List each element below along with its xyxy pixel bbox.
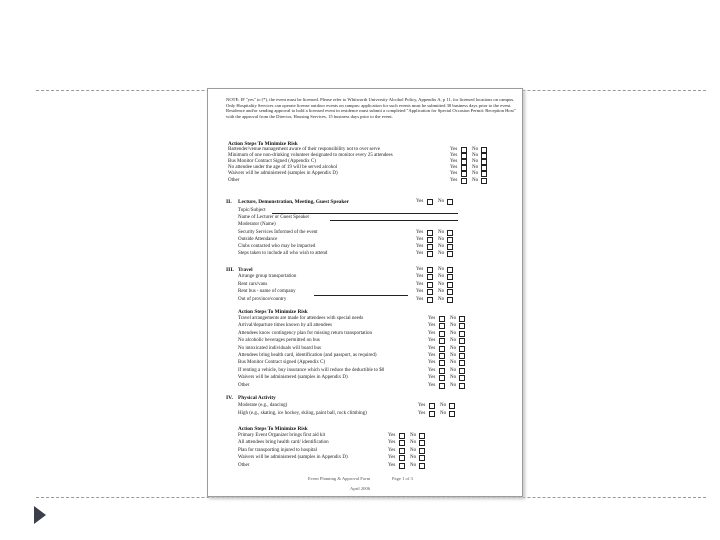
yes-checkbox[interactable] [427, 289, 433, 295]
yes-checkbox[interactable] [427, 251, 433, 257]
scanned-form-page [207, 88, 523, 497]
yes-checkbox[interactable] [427, 297, 433, 303]
lecture-2-yes-no [416, 244, 460, 251]
physical-risk-item: Primary Event Organizer brings first aid kit [238, 433, 326, 438]
no-checkbox[interactable] [447, 274, 453, 280]
travel-risk-item: Travel arrangements are made for attendees with special needs [238, 316, 364, 321]
yes-label: Yes [416, 199, 424, 204]
no-label: No [450, 360, 457, 366]
travel-risk-1-yes-no [428, 323, 472, 330]
yes-label: Yes [388, 455, 396, 461]
travel-risk-6-yes-no [428, 360, 472, 367]
travel-risk-3-yes-no [428, 338, 472, 345]
yes-label: Yes [450, 165, 458, 171]
yes-checkbox[interactable] [427, 274, 433, 280]
yes-checkbox[interactable] [399, 440, 405, 446]
no-checkbox[interactable] [419, 448, 425, 454]
no-checkbox[interactable] [449, 403, 455, 409]
form-footer-date: April 2006 [350, 486, 371, 491]
yes-checkbox[interactable] [439, 346, 445, 352]
yes-checkbox[interactable] [461, 165, 467, 171]
lecture-field-label: Name of Lecturer or Guest Speaker [238, 215, 310, 220]
no-checkbox[interactable] [481, 171, 487, 177]
lecture-main-yes-no [416, 199, 460, 206]
no-checkbox[interactable] [459, 353, 465, 359]
alcohol-risk-item: Bus Monitor Contract Signed (Appendix C) [228, 159, 316, 165]
no-label: No [438, 281, 445, 287]
no-label: No [440, 403, 447, 408]
no-label: No [438, 267, 445, 272]
no-checkbox[interactable] [481, 165, 487, 171]
yes-label: Yes [416, 244, 424, 249]
no-label: No [472, 165, 479, 171]
no-label: No [438, 274, 445, 279]
no-label: No [450, 345, 457, 351]
travel-risk-item: No intoxicated individuals will board bus [238, 345, 321, 351]
form-note: NOTE: IF "yes" to (*), the event must be licensed. Please refer to Whitworth University Alcohol Policy, Appendix A, p 11, for licensed locations on campus. Only Hospitality Services can operate license outdoor events on campus: application for such events must be submitted 30 business days prior to the event. Residence and/or sending approval to hold a licensed event in residence must submit a completed "Application for Special Occasion Permit: Reception Host" with the approval from the Director, Housing Services, 15 business days prior to the event. [226, 97, 516, 119]
physical-item: High (e.g., skating, ice hockey, skiing, paint ball, rock climbing) [238, 411, 367, 416]
lecture-1-yes-no [416, 237, 460, 244]
physical-risk-4-yes-no [388, 463, 432, 470]
yes-label: Yes [428, 382, 436, 388]
physical-risk-item: Plan for transporting injured to hospital [238, 447, 318, 453]
travel-risk-item: Attendees know contingency plan for missing return transportation [238, 330, 372, 336]
yes-checkbox[interactable] [427, 199, 433, 205]
no-checkbox[interactable] [459, 346, 465, 352]
no-checkbox[interactable] [459, 316, 465, 322]
yes-checkbox[interactable] [461, 153, 467, 159]
lecture-field-label: Moderator (Name) [238, 222, 276, 227]
yes-checkbox[interactable] [439, 331, 445, 337]
physical-risk-heading: Action Steps To Minimize Risk [238, 426, 308, 432]
travel-risk-2-yes-no [428, 331, 472, 338]
yes-label: Yes [450, 159, 458, 165]
no-checkbox[interactable] [447, 237, 453, 243]
yes-checkbox[interactable] [439, 316, 445, 322]
yes-checkbox[interactable] [429, 403, 435, 409]
form-footer-page: Page 1 of 3 [392, 476, 413, 481]
no-label: No [410, 447, 417, 453]
yes-label: Yes [428, 375, 436, 381]
lecture-3-yes-no [416, 251, 460, 258]
no-label: No [438, 237, 445, 242]
no-label: No [450, 338, 457, 344]
no-label: No [410, 433, 417, 438]
alcohol-risk-heading: Action Steps To Minimize Risk [228, 141, 298, 147]
travel-risk-item: Attendees bring health card, identification (and passport, as required) [238, 353, 377, 358]
no-label: No [450, 353, 457, 358]
yes-label: Yes [418, 411, 426, 416]
travel-risk-item: If renting a vehicle, buy insurance which will reduce the deductible to $0 [238, 367, 385, 373]
no-label: No [472, 159, 479, 165]
slide-bullet-arrow-icon [34, 506, 46, 524]
no-checkbox[interactable] [449, 411, 455, 417]
travel-risk-4-yes-no [428, 346, 472, 353]
travel-risk-heading: Action Steps To Minimize Risk [238, 309, 308, 315]
yes-label: Yes [416, 289, 424, 294]
no-label: No [450, 375, 457, 381]
yes-checkbox[interactable] [427, 244, 433, 250]
alcohol-risk-item: No attendee under the age of 19 will be served alcohol [228, 165, 338, 171]
yes-label: Yes [428, 353, 436, 358]
yes-label: Yes [428, 345, 436, 351]
no-label: No [438, 244, 445, 249]
physical-risk-1-yes-no [388, 440, 432, 447]
yes-label: Yes [416, 230, 424, 235]
no-label: No [450, 367, 457, 373]
lecture-item: Steps taken to include all who wish to attend [238, 251, 328, 256]
travel-item: Arrange group transportation [238, 274, 297, 279]
no-checkbox[interactable] [481, 153, 487, 159]
alcohol-risk-5-yes-no [450, 178, 494, 185]
travel-risk-item: Bus Monitor Contract signed (Appendix C) [238, 360, 326, 366]
bottom-dashed-divider [36, 497, 706, 498]
travel-item: Out of province/country [238, 296, 287, 302]
no-checkbox[interactable] [447, 244, 453, 250]
lecture-0-yes-no [416, 230, 460, 237]
yes-label: Yes [450, 171, 458, 177]
no-checkbox[interactable] [447, 230, 453, 236]
physical-risk-item: Waivers will be administered (samples in Appendix D) [238, 455, 348, 461]
travel-risk-9-yes-no [428, 383, 472, 390]
no-label: No [450, 323, 457, 329]
travel-risk-item: No alcoholic beverages permitted on bus [238, 338, 320, 344]
no-label: No [472, 153, 479, 159]
section-iv-number: IV. [226, 395, 233, 401]
lecture-field-line[interactable] [272, 213, 458, 214]
yes-label: Yes [450, 177, 458, 183]
no-checkbox[interactable] [419, 463, 425, 469]
no-label: No [472, 147, 479, 152]
no-checkbox[interactable] [447, 282, 453, 288]
no-checkbox[interactable] [459, 331, 465, 337]
yes-label: Yes [388, 433, 396, 438]
yes-checkbox[interactable] [429, 411, 435, 417]
yes-checkbox[interactable] [461, 171, 467, 177]
travel-2-yes-no [416, 289, 460, 296]
no-label: No [450, 330, 457, 336]
lecture-item: Security Services Informed of the event [238, 230, 318, 235]
section-ii-number: II. [226, 199, 232, 205]
no-checkbox[interactable] [419, 455, 425, 461]
no-checkbox[interactable] [447, 297, 453, 303]
no-label: No [410, 440, 417, 446]
no-label: No [450, 382, 457, 388]
no-label: No [438, 230, 445, 235]
alcohol-risk-item: Other [228, 177, 240, 183]
physical-risk-3-yes-no [388, 455, 432, 462]
no-label: No [410, 455, 417, 461]
travel-risk-7-yes-no [428, 368, 472, 375]
yes-label: Yes [428, 323, 436, 329]
travel-risk-item: Arrival/departure times known by all attendees [238, 323, 332, 329]
yes-checkbox[interactable] [439, 360, 445, 366]
physical-item: Moderate (e.g., dancing) [238, 403, 288, 408]
yes-checkbox[interactable] [439, 353, 445, 359]
no-label: No [438, 296, 445, 302]
yes-label: Yes [428, 360, 436, 366]
no-label: No [410, 462, 417, 468]
no-checkbox[interactable] [447, 289, 453, 295]
travel-company-line[interactable] [314, 295, 408, 296]
alcohol-risk-item: Minimum of one non-drinking volunteer designated to monitor every 25 attendees [228, 153, 393, 159]
travel-item: Rent bus - name of company [238, 289, 296, 294]
no-label: No [472, 177, 479, 183]
physical-risk-item: All attendees bring health card/ identification [238, 440, 329, 446]
no-checkbox[interactable] [459, 338, 465, 344]
no-checkbox[interactable] [481, 159, 487, 165]
yes-checkbox[interactable] [427, 237, 433, 243]
yes-label: Yes [416, 274, 424, 279]
travel-risk-item: Other [238, 382, 250, 388]
physical-1-yes-no [418, 411, 462, 418]
travel-risk-8-yes-no [428, 375, 472, 382]
section-iii-number: III. [226, 267, 234, 273]
no-label: No [438, 289, 445, 294]
no-checkbox[interactable] [419, 440, 425, 446]
physical-risk-item: Other [238, 462, 250, 468]
yes-checkbox[interactable] [461, 159, 467, 165]
yes-checkbox[interactable] [427, 267, 433, 273]
section-iv-title: Physical Activity [238, 395, 276, 401]
alcohol-risk-item: Bartender/venue management aware of their responsibility not to over serve [228, 147, 381, 152]
lecture-field-label: Topic/Subject [238, 208, 266, 213]
yes-checkbox[interactable] [427, 282, 433, 288]
yes-label: Yes [418, 403, 426, 408]
yes-label: Yes [416, 296, 424, 302]
section-ii-title: Lecture, Demonstration, Meeting, Guest Speaker [238, 199, 349, 205]
yes-checkbox[interactable] [461, 147, 467, 153]
yes-label: Yes [388, 440, 396, 446]
travel-3-yes-no [416, 297, 460, 304]
yes-label: Yes [450, 153, 458, 159]
yes-label: Yes [428, 367, 436, 373]
lecture-item: Outside Attendance [238, 237, 278, 242]
yes-label: Yes [450, 147, 458, 152]
physical-risk-0-yes-no [388, 433, 432, 440]
lecture-field-line[interactable] [330, 220, 458, 221]
no-checkbox[interactable] [481, 178, 487, 184]
yes-checkbox[interactable] [399, 448, 405, 454]
no-checkbox[interactable] [459, 368, 465, 374]
travel-main-yes-no [416, 267, 460, 274]
travel-risk-item: Waivers will be administered (samples in Appendix D) [238, 375, 348, 381]
no-label: No [450, 316, 457, 321]
yes-label: Yes [428, 316, 436, 321]
yes-checkbox[interactable] [399, 455, 405, 461]
yes-checkbox[interactable] [439, 338, 445, 344]
yes-checkbox[interactable] [439, 368, 445, 374]
travel-risk-0-yes-no [428, 316, 472, 323]
no-label: No [438, 251, 445, 256]
section-iii-title: Travel [238, 267, 253, 273]
no-checkbox[interactable] [447, 199, 453, 205]
yes-checkbox[interactable] [439, 375, 445, 381]
yes-checkbox[interactable] [399, 463, 405, 469]
yes-checkbox[interactable] [399, 433, 405, 439]
yes-label: Yes [428, 338, 436, 344]
yes-label: Yes [416, 237, 424, 242]
no-label: No [440, 411, 447, 416]
yes-checkbox[interactable] [461, 178, 467, 184]
yes-label: Yes [388, 462, 396, 468]
no-label: No [438, 199, 445, 204]
yes-label: Yes [416, 251, 424, 256]
no-checkbox[interactable] [447, 267, 453, 273]
physical-0-yes-no [418, 403, 462, 410]
no-checkbox[interactable] [459, 323, 465, 329]
no-checkbox[interactable] [459, 375, 465, 381]
physical-risk-2-yes-no [388, 448, 432, 455]
yes-label: Yes [416, 281, 424, 287]
alcohol-risk-item: Waivers will be administered (samples in Appendix D) [228, 171, 338, 177]
travel-1-yes-no [416, 282, 460, 289]
yes-label: Yes [416, 267, 424, 272]
no-checkbox[interactable] [459, 383, 465, 389]
yes-label: Yes [388, 447, 396, 453]
yes-checkbox[interactable] [439, 383, 445, 389]
yes-checkbox[interactable] [439, 323, 445, 329]
no-label: No [472, 171, 479, 177]
no-checkbox[interactable] [447, 251, 453, 257]
travel-item: Rent cars/vans [238, 281, 268, 287]
no-checkbox[interactable] [459, 360, 465, 366]
yes-checkbox[interactable] [427, 230, 433, 236]
no-checkbox[interactable] [481, 147, 487, 153]
travel-0-yes-no [416, 274, 460, 281]
no-checkbox[interactable] [419, 433, 425, 439]
lecture-item: Clubs contacted who may be impacted [238, 244, 316, 249]
yes-label: Yes [428, 330, 436, 336]
travel-risk-5-yes-no [428, 353, 472, 360]
form-footer-title: Event Planning & Approval Form [308, 476, 371, 481]
